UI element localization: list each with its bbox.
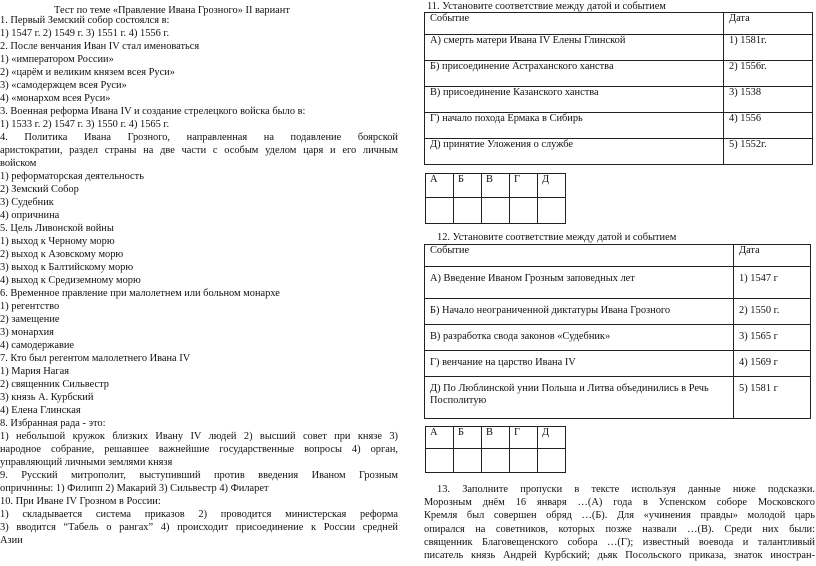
q11-answer-cell[interactable] bbox=[538, 198, 566, 224]
left-text-line: 7. Кто был регентом малолетнего Ивана IV bbox=[0, 353, 191, 364]
q13-text-line: священник Благовещенского собора …(Г); известный воевода и талантливый bbox=[424, 536, 815, 548]
left-text-line: управляющий личными землями князя bbox=[0, 457, 173, 468]
q12-answer-cell[interactable] bbox=[482, 449, 510, 473]
q12-heading: 12. Установите соответствие между датой и событием bbox=[437, 232, 677, 243]
left-text-line: 10. При Иване IV Грозном в России: bbox=[0, 496, 161, 507]
left-text-line: 1) выход к Черному морю bbox=[0, 236, 115, 247]
q13-text-line: опирался на советников, которых позже назвали …(В). Среди них были: bbox=[424, 523, 815, 535]
left-text-line: 4) самодержавие bbox=[0, 340, 75, 351]
left-text-line: 2) «царём и великим князем всея Руси» bbox=[0, 67, 175, 78]
q12-date: 1) 1547 г bbox=[734, 267, 811, 299]
left-text-line: 4. Политика Ивана Грозного, направленная на подавление боярской bbox=[0, 132, 398, 143]
q12-date: 2) 1550 г. bbox=[734, 299, 811, 325]
q12-answer-letter: Б bbox=[454, 427, 482, 449]
q13-text-line: Морозным днём 16 января …(А) года в Успенском соборе Московского bbox=[424, 497, 815, 509]
left-text-line: 1) складывается система приказов 2) проводится министерская реформа bbox=[0, 509, 398, 520]
q11-event: В) присоединение Казанского ханства bbox=[425, 87, 724, 113]
q12-answer-grid bbox=[425, 426, 566, 473]
q12-answer-letter: Г bbox=[510, 427, 538, 449]
q11-answer-cell[interactable] bbox=[482, 198, 510, 224]
left-text-line: 3) выход к Балтийскому морю bbox=[0, 262, 134, 273]
q12-event: Д) По Люблинской унии Польша и Литва объединились в Речь Посполитую bbox=[425, 377, 734, 419]
left-text-line: войском bbox=[0, 158, 37, 169]
left-text-line: 1) «императором России» bbox=[0, 54, 114, 65]
q11-date: 1) 1581г. bbox=[724, 35, 813, 61]
q11-answer-cell[interactable] bbox=[510, 198, 538, 224]
q11-event: А) смерть матери Ивана IV Елены Глинской bbox=[425, 35, 724, 61]
q11-answer-letter: В bbox=[482, 174, 510, 198]
q11-date: 4) 1556 bbox=[724, 113, 813, 139]
left-text-line: 1) небольшой кружок близких Ивану IV людей 2) высший совет при князе 3) bbox=[0, 431, 398, 442]
q11-col-date: Дата bbox=[724, 13, 813, 35]
left-text-line: 1) реформаторская деятельность bbox=[0, 171, 144, 182]
q12-answer-cell[interactable] bbox=[454, 449, 482, 473]
q12-answer-letter: В bbox=[482, 427, 510, 449]
left-text-line: 2) выход к Азовскому морю bbox=[0, 249, 124, 260]
q12-event: Г) венчание на царство Ивана IV bbox=[425, 351, 734, 377]
q12-answer-letter: Д bbox=[538, 427, 566, 449]
q12-event: А) Введение Иваном Грозным заповедных лет bbox=[425, 267, 734, 299]
q13-text-line: Кремля был совершен обряд …(Б). Для «учинения правды» молодой царь bbox=[424, 510, 815, 522]
left-text-line: 3) монархия bbox=[0, 327, 54, 338]
q11-answer-cell[interactable] bbox=[454, 198, 482, 224]
q11-date: 5) 1552г. bbox=[724, 139, 813, 165]
left-text-line: 4) опричнина bbox=[0, 210, 60, 221]
left-text-line: Азии bbox=[0, 535, 23, 546]
left-text-line: 2) замещение bbox=[0, 314, 60, 325]
page-title: Тест по теме «Правление Ивана Грозного» II вариант bbox=[54, 5, 290, 16]
left-text-line: 1. Первый Земский собор состоялся в: bbox=[0, 15, 170, 26]
q12-event: Б) Начало неограниченной диктатуры Ивана Грозного bbox=[425, 299, 734, 325]
q11-date: 3) 1538 bbox=[724, 87, 813, 113]
q11-date: 2) 1556г. bbox=[724, 61, 813, 87]
q11-match-table bbox=[424, 12, 813, 165]
left-text-line: 3) вводится “Табель о рангах” 4) происходит присоединение к России средней bbox=[0, 522, 398, 533]
left-text-line: опричнины: 1) Филипп 2) Макарий 3) Сильвестр 4) Филарет bbox=[0, 483, 269, 494]
q12-col-event: Событие bbox=[425, 245, 734, 267]
left-text-line: 4) Елена Глинская bbox=[0, 405, 81, 416]
left-text-line: 3) Судебник bbox=[0, 197, 54, 208]
left-text-line: 5. Цель Ливонской войны bbox=[0, 223, 114, 234]
left-text-line: 2) священник Сильвестр bbox=[0, 379, 109, 390]
q13-text-line: 13. Заполните пропуски в тексте используя данные ниже подсказки. bbox=[437, 484, 815, 495]
left-text-line: 1) Мария Нагая bbox=[0, 366, 70, 377]
left-text-line: 4) выход к Средиземному морю bbox=[0, 275, 141, 286]
q11-answer-letter: А bbox=[426, 174, 454, 198]
left-text-line: народное собрание, решавшее важнейшие государственные вопросы 4) орган, bbox=[0, 444, 398, 455]
q12-date: 4) 1569 г bbox=[734, 351, 811, 377]
left-text-line: аристократии, раздел страны на две части с особым уделом царя и его личным bbox=[0, 145, 398, 156]
q11-answer-cell[interactable] bbox=[426, 198, 454, 224]
q11-answer-letter: Б bbox=[454, 174, 482, 198]
left-text-line: 3) «самодержцем всея Руси» bbox=[0, 80, 127, 91]
q12-answer-cell[interactable] bbox=[510, 449, 538, 473]
left-text-line: 4) «монархом всея Руси» bbox=[0, 93, 111, 104]
q12-col-date: Дата bbox=[734, 245, 811, 267]
left-text-line: 3. Военная реформа Ивана IV и создание стрелецкого войска было в: bbox=[0, 106, 306, 117]
left-text-line: 9. Русский митрополит, выступивший против введения Иваном Грозным bbox=[0, 470, 398, 481]
q12-event: В) разработка свода законов «Судебник» bbox=[425, 325, 734, 351]
left-text-line: 3) князь А. Курбский bbox=[0, 392, 94, 403]
q13-text-line: писатель князь Андрей Курбский; дьяк Посольского приказа, знаток иностран- bbox=[424, 550, 815, 561]
q12-answer-cell[interactable] bbox=[426, 449, 454, 473]
q11-col-event: Событие bbox=[425, 13, 724, 35]
q11-heading: 11. Установите соответствие между датой и событием bbox=[427, 1, 666, 12]
left-text-line: 2) Земский Собор bbox=[0, 184, 79, 195]
q12-answer-cell[interactable] bbox=[538, 449, 566, 473]
left-text-line: 1) 1547 г. 2) 1549 г. 3) 1551 г. 4) 1556 г. bbox=[0, 28, 170, 39]
left-text-line: 6. Временное правление при малолетнем или больном монархе bbox=[0, 288, 280, 299]
q12-date: 3) 1565 г bbox=[734, 325, 811, 351]
q11-event: Б) присоединение Астраханского ханства bbox=[425, 61, 724, 87]
q11-answer-grid bbox=[425, 173, 566, 224]
q12-match-table bbox=[424, 244, 811, 419]
q11-event: Г) начало похода Ермака в Сибирь bbox=[425, 113, 724, 139]
left-text-line: 1) 1533 г. 2) 1547 г. 3) 1550 г. 4) 1565 г. bbox=[0, 119, 170, 130]
left-text-line: 8. Избранная рада - это: bbox=[0, 418, 106, 429]
left-text-line: 1) регентство bbox=[0, 301, 60, 312]
q12-answer-letter: А bbox=[426, 427, 454, 449]
q11-answer-letter: Г bbox=[510, 174, 538, 198]
q12-date: 5) 1581 г bbox=[734, 377, 811, 419]
q11-event: Д) принятие Уложения о службе bbox=[425, 139, 724, 165]
left-text-line: 2. После венчания Иван IV стал именоваться bbox=[0, 41, 200, 52]
q11-answer-letter: Д bbox=[538, 174, 566, 198]
